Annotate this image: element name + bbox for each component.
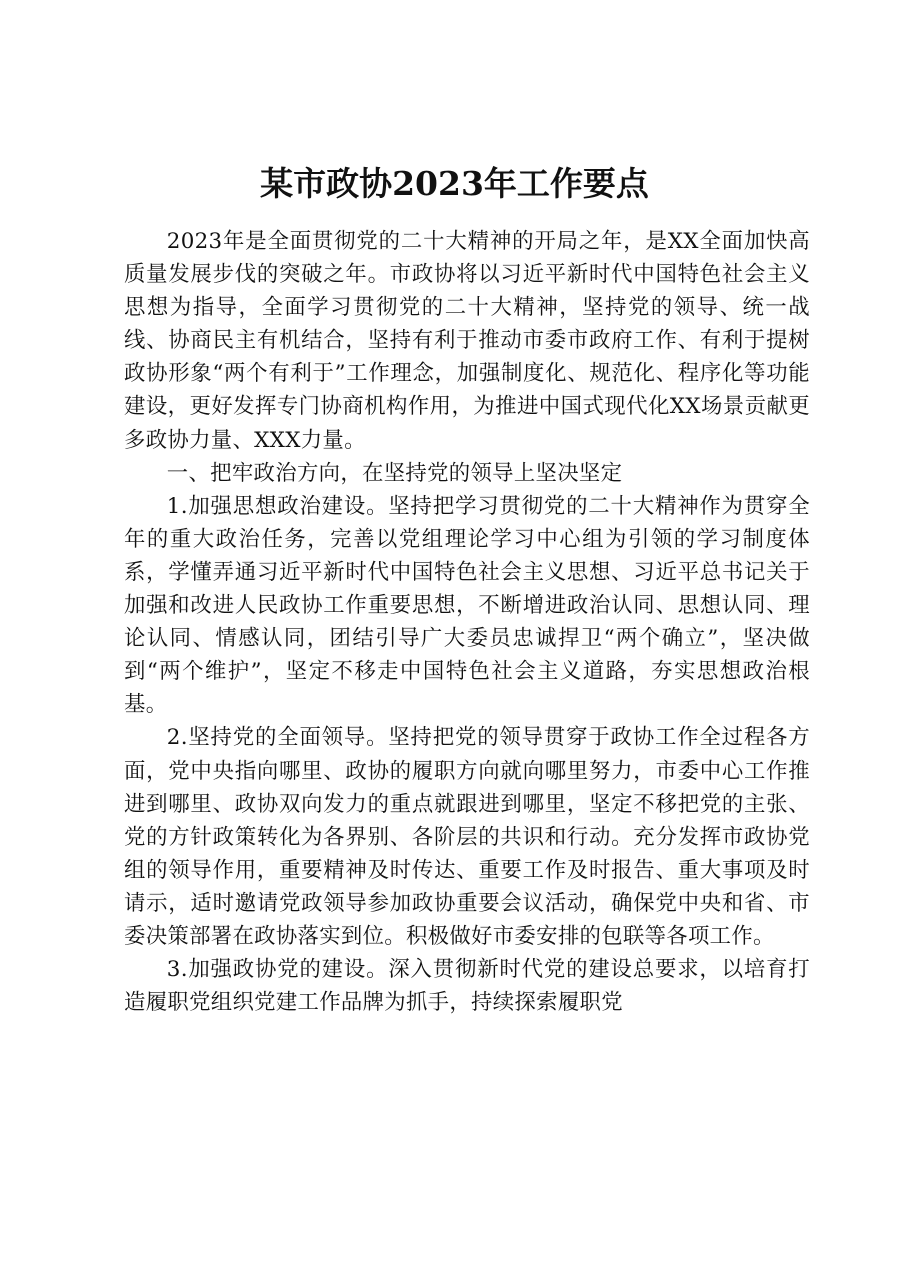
item-paragraph-1: 1.加强思想政治建设。坚持把学习贯彻党的二十大精神作为贯穿全年的重大政治任务，完善以党组理论学习中心组为引领的学习制度体系，学懂弄通习近平新时代中国特色社会主义思想、习近平总书记关于加强和改进人民政协工作重要思想，不断增进政治认同、思想认同、理论认同、情感认同，团结引导广大委员忠诚捍卫“两个确立”，坚决做到“两个维护”，坚定不移走中国特色社会主义道路，夯实思想政治根基。 bbox=[124, 493, 810, 718]
section-heading-1: 一、把牢政治方向，在坚持党的领导上坚决坚定 bbox=[166, 460, 623, 486]
intro-paragraph: 2023年是全面贯彻党的二十大精神的开局之年，是XX全面加快高质量发展步伐的突破之年。市政协将以习近平新时代中国特色社会主义思想为指导，全面学习贯彻党的二十大精神，坚持党的领导、统一战线、协商民主有机结合，坚持有利于推动市委市政府工作、有利于提树政协形象“两个有利于”工作理念，加强制度化、规范化、程序化等功能建设，更好发挥专门协商机构作用，为推进中国式现代化XX场景贡献更多政协力量、XXX力量。 bbox=[124, 229, 810, 453]
document-body bbox=[124, 225, 810, 1019]
item-paragraph-3: 3.加强政协党的建设。深入贯彻新时代党的建设总要求，以培育打造履职党组织党建工作品牌为抓手，持续探索履职党 bbox=[124, 957, 810, 1016]
document-title: 某市政协2023年工作要点 bbox=[260, 164, 649, 203]
item-paragraph-2: 2.坚持党的全面领导。坚持把党的领导贯穿于政协工作全过程各方面，党中央指向哪里、政协的履职方向就向哪里努力，市委中心工作推进到哪里、政协双向发力的重点就跟进到哪里，坚定不移把党的主张、党的方针政策转化为各界别、各阶层的共识和行动。充分发挥市政协党组的领导作用，重要精神及时传达、重要工作及时报告、重大事项及时请示，适时邀请党政领导参加政协重要会议活动，确保党中央和省、市委决策部署在政协落实到位。积极做好市委安排的包联等各项工作。 bbox=[124, 725, 810, 949]
